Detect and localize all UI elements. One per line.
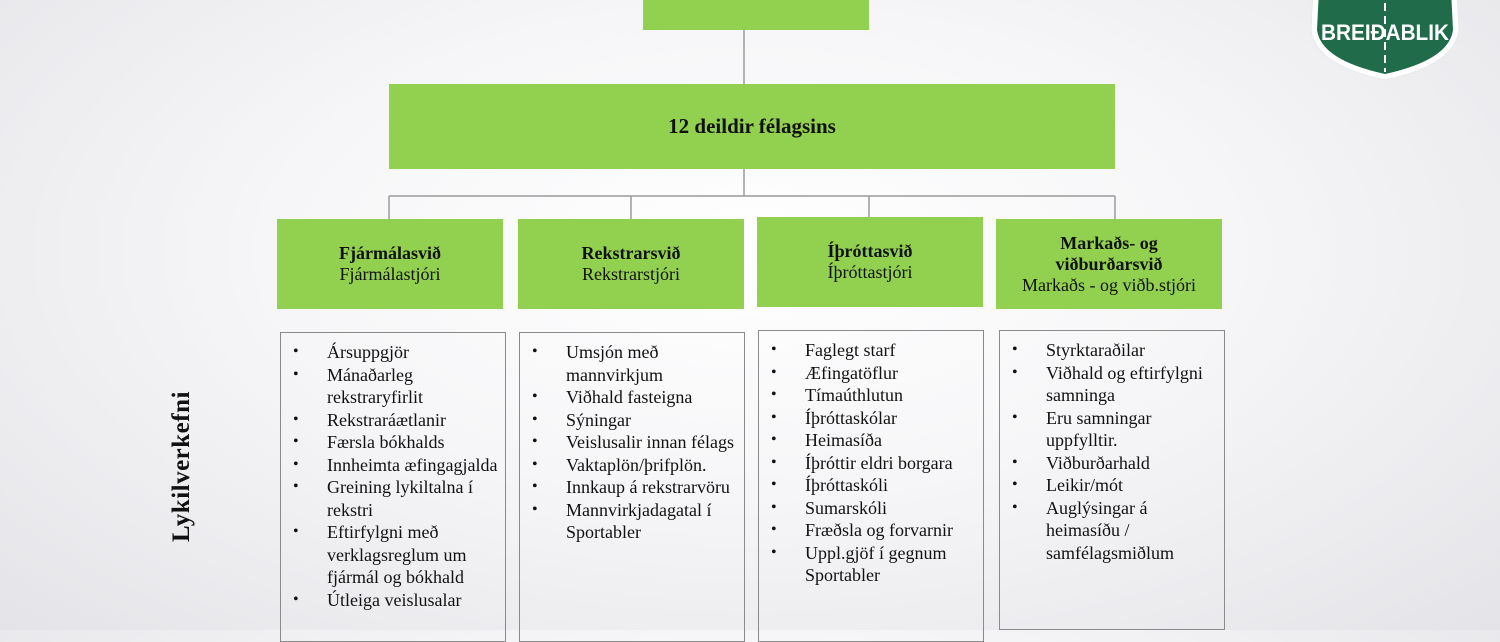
dept-box-sports [757,217,983,307]
dept-head: Rekstrarstjóri [582,264,680,284]
tasks-box-operations [519,332,745,642]
side-label-text: Lykilverkefni [168,391,195,542]
task-item: • Uppl.gjöf í gegnum Sportabler [769,542,977,587]
task-item: • Færsla bókhalds [291,431,499,454]
task-item: • Veislusalir innan félags [530,431,738,454]
task-item: • Vaktaplön/þrifplön. [530,454,738,477]
task-item: • Styrktaraðilar [1010,339,1218,362]
dept-title: Markaðs- og viðburðarsvið [1055,232,1163,274]
dept-head: Íþróttastjóri [827,262,913,282]
tasks-box-marketing [999,330,1225,630]
task-item: • Umsjón með mannvirkjum [530,341,738,386]
dept-box-marketing [996,219,1222,309]
dept-head: Fjármálastjóri [339,264,441,284]
task-item: • Sumarskóli [769,497,977,520]
departments-box [389,84,1115,169]
task-item: • Útleiga veislusalar [291,589,499,612]
dept-title: Rekstrarsvið [581,243,681,263]
top-org-box [643,0,869,30]
task-item: • Heimasíða [769,429,977,452]
dept-title: Íþróttasvið [827,241,913,261]
task-item: • Mannvirkjadagatal í Sportabler [530,499,738,544]
task-item: • Fræðsla og forvarnir [769,519,977,542]
breidablik-logo [1305,0,1465,82]
task-item: • Rekstraráætlanir [291,409,499,432]
dept-box-finance [277,219,503,309]
dept-box-operations [518,219,744,309]
task-item: • Viðhald og eftirfylgni samninga [1010,362,1218,407]
task-item: • Íþróttaskóli [769,474,977,497]
task-item: • Viðburðarhald [1010,452,1218,475]
task-item: • Mánaðarleg rekstraryfirlit [291,364,499,409]
task-item: • Eru samningar uppfylltir. [1010,407,1218,452]
task-item: • Innkaup á rekstrarvöru [530,476,738,499]
task-item: • Íþróttaskólar [769,407,977,430]
task-item: • Leikir/mót [1010,474,1218,497]
task-item: • Æfingatöflur [769,362,977,385]
task-item: • Faglegt starf [769,339,977,362]
task-item: • Viðhald fasteigna [530,386,738,409]
tasks-box-finance [280,332,506,642]
dept-head: Markaðs - og viðb.stjóri [1022,274,1196,295]
logo-text: BREIÐABLIK [1321,20,1450,45]
tasks-box-sports [758,330,984,642]
task-item: • Greining lykiltalna í rekstri [291,476,499,521]
dept-title: Fjármálasvið [339,243,441,263]
task-item: • Innheimta æfingagjalda [291,454,499,477]
task-item: • Sýningar [530,409,738,432]
side-label [168,391,196,542]
task-item: • Íþróttir eldri borgara [769,452,977,475]
task-item: • Auglýsingar á heimasíðu / samfélagsmiðlum [1010,497,1218,565]
task-item: • Eftirfylgni með verklagsreglum um fjármál og bókhald [291,521,499,589]
task-item: • Tímaúthlutun [769,384,977,407]
task-item: • Ársuppgjör [291,341,499,364]
departments-box-label: 12 deildir félagsins [668,114,836,138]
